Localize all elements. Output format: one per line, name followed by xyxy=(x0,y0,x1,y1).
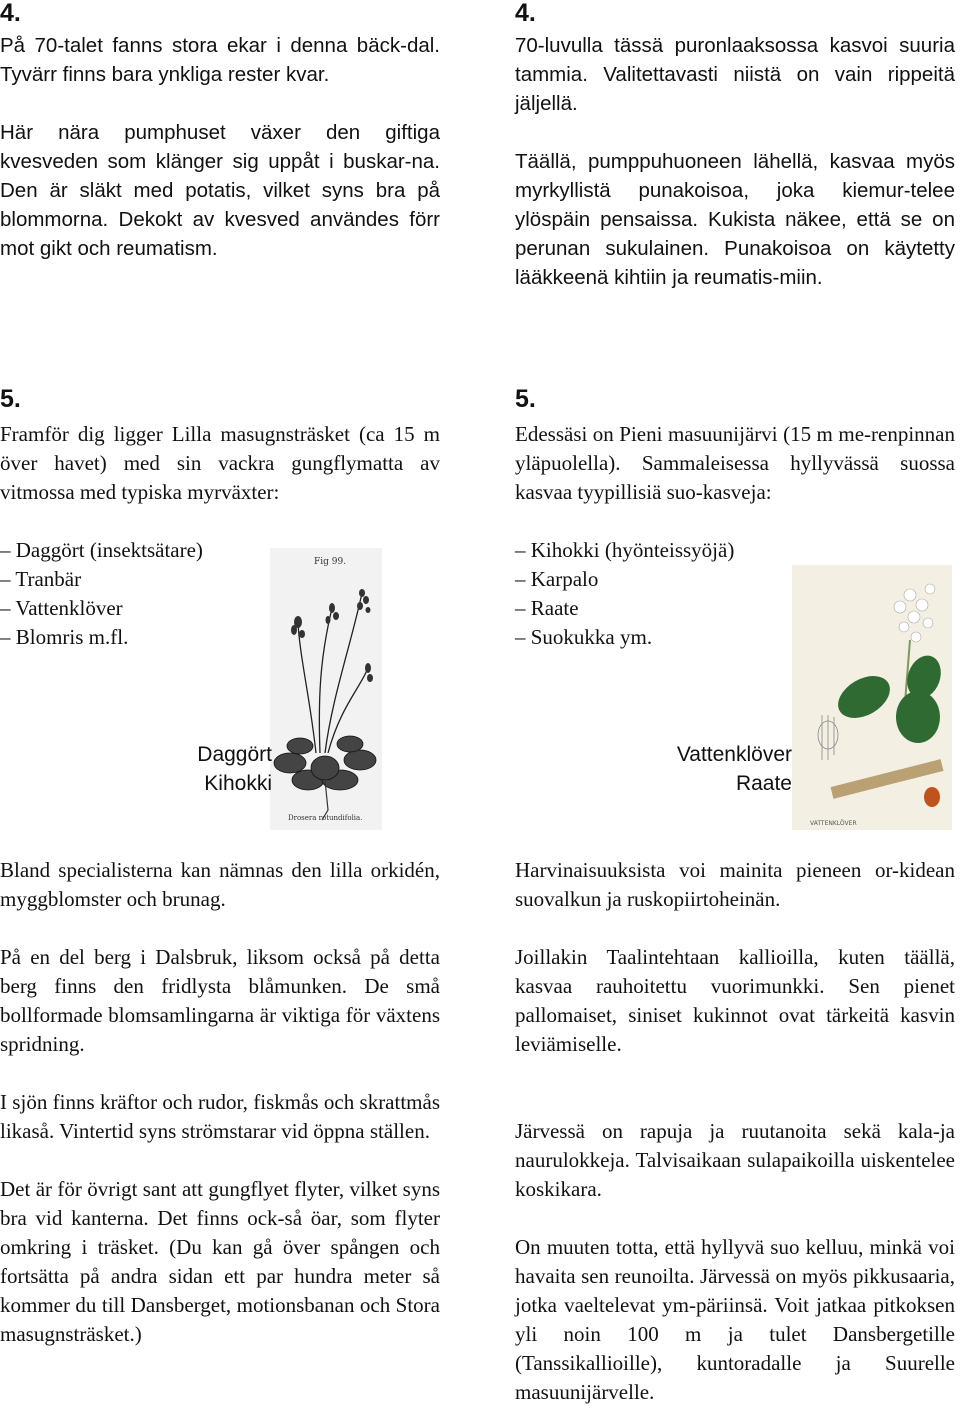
paragraph: Järvessä on rapuja ja ruutanoita sekä kala-ja naurulokkeja. Talvisaikaan sulapaikoilla uiskentelee koskikara. xyxy=(515,1119,955,1201)
paragraph: Harvinaisuuksista voi mainita pieneen or-kidean suovalkun ja ruskopiirtoheinän. xyxy=(515,858,955,911)
paragraph: På 70-talet fanns stora ekar i denna bäck-dal. Tyvärr finns bara ynkliga rester kvar. xyxy=(0,34,440,86)
paragraph: Bland specialisterna kan nämnas den lilla orkidén, myggblomster och brunag. xyxy=(0,858,440,911)
paragraph: Joillakin Taalintehtaan kallioilla, kuten täällä, kasvaa rauhoitettu vuorimunkki. Sen pienet pallomaiset, siniset kukinnot ovat tärkeitä kasvin leviämiselle. xyxy=(515,945,955,1056)
paragraph: Här nära pumphuset växer den giftiga kvesveden som klänger sig uppåt i buskar-na. Den är släkt med potatis, vilket syns bra på blommorna. Dekokt av kvesved användes förr mot gikt och reumatism. xyxy=(0,121,440,260)
list-item: – Suokukka ym. xyxy=(515,623,775,652)
caption-finnish: Kihokki xyxy=(204,772,272,795)
lower-finnish xyxy=(515,856,955,1407)
paragraph: På en del berg i Dalsbruk, liksom också på detta berg finns den fridlysta blåmunken. De små bollformade blomsamlingarna är viktiga för växtens spridning. xyxy=(0,945,440,1056)
bogbean-illustration xyxy=(792,565,952,830)
list-item: – Daggört (insektsätare) xyxy=(0,536,440,565)
caption-right xyxy=(677,740,792,798)
figure-label: Fig 99. xyxy=(314,557,347,567)
paragraph: On muuten totta, että hyllyvä suo kelluu, minkä voi havaita sen reunoilta. Järvessä on myös pikkusaaria, jotka vaeltelevat ym-päriinsä. Voit jatkaa pitkoksen yli noin 100 m ja tulet Dansbergetille (Tanssikallioille), kuntoradalle ja Suurelle masuunijärvelle. xyxy=(515,1235,955,1404)
caption-swedish: Daggört xyxy=(197,743,272,766)
section-4-swedish xyxy=(0,0,440,263)
figure-caption: Drosera rotundifolia. xyxy=(288,814,363,822)
lower-swedish xyxy=(0,856,440,1349)
list-item: – Raate xyxy=(515,594,775,623)
caption-finnish: Raate xyxy=(735,772,792,795)
section-number: 5. xyxy=(0,385,21,413)
paragraph: I sjön finns kräftor och rudor, fiskmås och skrattmås likaså. Vintertid syns strömstarar vid öppna ställen. xyxy=(0,1090,440,1143)
list-item: – Karpalo xyxy=(515,565,775,594)
section-number: 4. xyxy=(0,0,21,27)
paragraph: Det är för övrigt sant att gungflyet flyter, vilket syns bra vid kanterna. Det finns ock-så öar, som flyter omkring i träsket. (Du kan gå över spången och fortsätta på andra sidan ett par hundra meter så kommer du till Dansberget, motionsbanan och Stora masugnsträsket.) xyxy=(0,1177,440,1346)
list-item: – Tranbär xyxy=(0,565,440,594)
list-item: – Vattenklöver xyxy=(0,594,440,623)
caption-swedish: Vattenklöver xyxy=(676,743,792,766)
paragraph: Framför dig ligger Lilla masugnsträsket (ca 15 m över havet) med sin vackra gungflymatta av vitmossa med typiska myrväxter: xyxy=(0,422,440,504)
section-number: 4. xyxy=(515,0,536,27)
figure-caption: VATTENKLÖVER xyxy=(810,820,857,827)
paragraph: Täällä, pumppuhuoneen lähellä, kasvaa myös myrkyllistä punakoisoa, joka kiemur-telee ylöspäin pensaissa. Kukista näkee, että se on perunan sukulainen. Punakoisoa on käytetty lääkkeenä kihtiin ja reumatis-miin. xyxy=(515,150,955,289)
paragraph: 70-luvulla tässä puronlaaksossa kasvoi suuria tammia. Valitettavasti niistä on vain rippeitä jäljellä. xyxy=(515,34,955,115)
paragraph: Edessäsi on Pieni masuunijärvi (15 m me-renpinnan yläpuolella). Sammaleisessa hyllyvässä suossa kasvaa tyypillisiä suo-kasveja: xyxy=(515,422,955,504)
caption-left xyxy=(197,740,272,798)
plant-list xyxy=(515,536,775,652)
list-item: – Blomris m.fl. xyxy=(0,623,440,652)
list-item: – Kihokki (hyönteissyöjä) xyxy=(515,536,775,565)
section-number: 5. xyxy=(515,385,536,413)
sundew-illustration xyxy=(270,548,382,830)
section-4-finnish xyxy=(515,0,955,292)
